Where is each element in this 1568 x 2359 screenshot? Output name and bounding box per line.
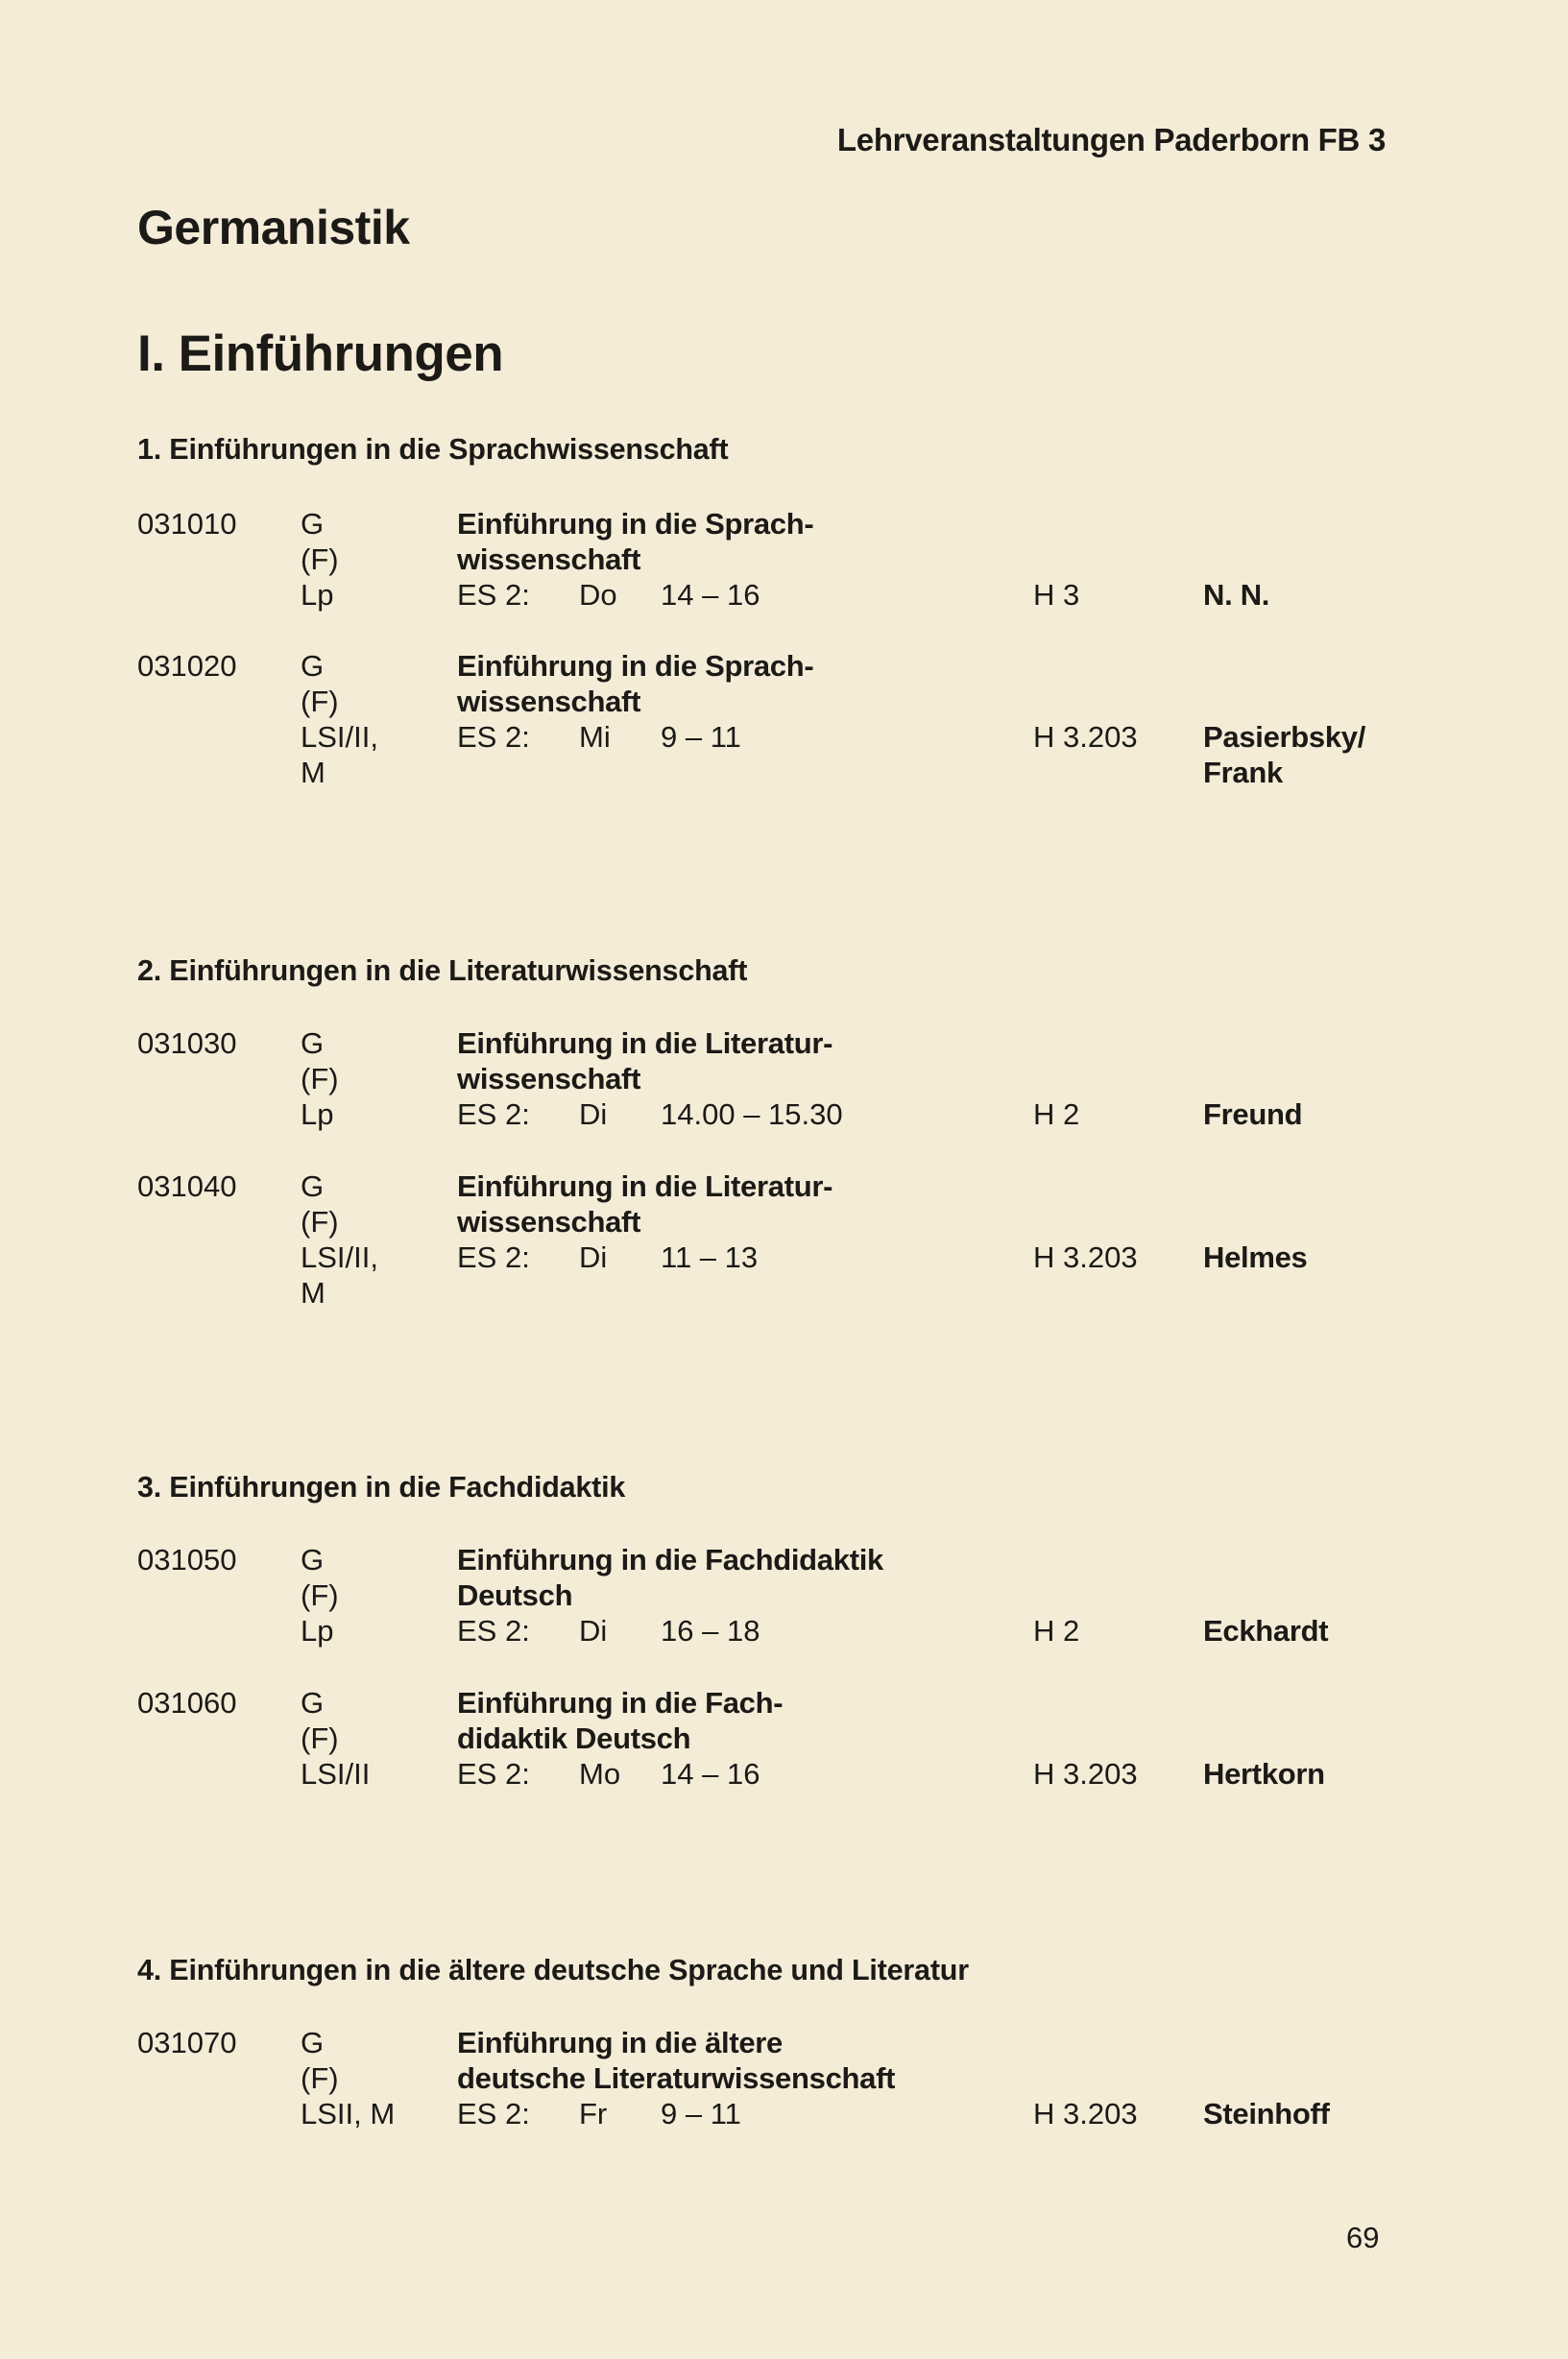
course-lecturer: Hertkorn bbox=[1203, 1757, 1325, 1791]
course-code: G bbox=[301, 1543, 325, 1577]
course-room: H 2 bbox=[1033, 1097, 1080, 1131]
course-code: M bbox=[301, 756, 326, 789]
course-code: G bbox=[301, 649, 325, 683]
course-time: 14.00 – 15.30 bbox=[661, 1097, 843, 1131]
department-title: Germanistik bbox=[137, 201, 410, 254]
course-entry bbox=[137, 1685, 1386, 1829]
course-code: G bbox=[301, 507, 325, 541]
course-code: (F) bbox=[301, 1721, 339, 1755]
course-lecturer: N. N. bbox=[1203, 578, 1270, 612]
part-title: I. Einführungen bbox=[137, 325, 504, 382]
course-title: Einführung in die ältere bbox=[457, 2026, 783, 2059]
course-title: Einführung in die Sprach- bbox=[457, 507, 814, 541]
course-number: 031050 bbox=[137, 1543, 237, 1577]
course-day: Di bbox=[579, 1240, 608, 1274]
course-code: (F) bbox=[301, 1578, 339, 1612]
course-time: 16 – 18 bbox=[661, 1614, 760, 1648]
section-title: 3. Einführungen in die Fachdidaktik bbox=[137, 1471, 626, 1504]
section-title: 2. Einführungen in die Literaturwissenschaft bbox=[137, 954, 748, 987]
course-code: (F) bbox=[301, 2061, 339, 2095]
course-title: Deutsch bbox=[457, 1578, 573, 1612]
course-hours: ES 2: bbox=[457, 2097, 530, 2130]
course-code: LSI/II, bbox=[301, 1240, 378, 1274]
course-room: H 3.203 bbox=[1033, 720, 1138, 754]
course-number: 031010 bbox=[137, 507, 237, 541]
course-time: 14 – 16 bbox=[661, 1757, 760, 1791]
course-title: wissenschaft bbox=[457, 1062, 641, 1095]
course-title: Einführung in die Fachdidaktik bbox=[457, 1543, 883, 1577]
course-room: H 3.203 bbox=[1033, 1240, 1138, 1274]
course-title: Einführung in die Literatur- bbox=[457, 1026, 833, 1060]
course-code: (F) bbox=[301, 1062, 339, 1095]
course-day: Di bbox=[579, 1614, 608, 1648]
course-title: Einführung in die Sprach- bbox=[457, 649, 814, 683]
course-room: H 3.203 bbox=[1033, 1757, 1138, 1791]
course-room: H 2 bbox=[1033, 1614, 1080, 1648]
course-code: G bbox=[301, 1026, 325, 1060]
course-title: Einführung in die Literatur- bbox=[457, 1169, 833, 1203]
course-code: LSII, M bbox=[301, 2097, 396, 2130]
course-hours: ES 2: bbox=[457, 1097, 530, 1131]
course-time: 11 – 13 bbox=[661, 1240, 759, 1274]
course-hours: ES 2: bbox=[457, 720, 530, 754]
course-number: 031060 bbox=[137, 1686, 237, 1720]
course-hours: ES 2: bbox=[457, 1757, 530, 1791]
course-time: 14 – 16 bbox=[661, 578, 760, 612]
course-code: Lp bbox=[301, 1097, 334, 1131]
course-lecturer: Pasierbsky/ bbox=[1203, 720, 1366, 754]
course-number: 031030 bbox=[137, 1026, 237, 1060]
course-lecturer: Helmes bbox=[1203, 1240, 1308, 1274]
course-code: (F) bbox=[301, 1205, 339, 1239]
course-title: wissenschaft bbox=[457, 685, 641, 718]
course-hours: ES 2: bbox=[457, 1240, 530, 1274]
course-title: wissenschaft bbox=[457, 1205, 641, 1239]
course-title: deutsche Literaturwissenschaft bbox=[457, 2061, 896, 2095]
course-day: Do bbox=[579, 578, 617, 612]
course-code: Lp bbox=[301, 1614, 334, 1648]
course-title: wissenschaft bbox=[457, 542, 641, 576]
running-head: Lehrveranstaltungen Paderborn FB 3 bbox=[836, 122, 1386, 157]
course-number: 031020 bbox=[137, 649, 237, 683]
course-code: (F) bbox=[301, 542, 339, 576]
course-room: H 3 bbox=[1033, 578, 1080, 612]
course-room: H 3.203 bbox=[1033, 2097, 1138, 2130]
course-day: Mo bbox=[579, 1757, 621, 1791]
course-entry bbox=[137, 1168, 1386, 1312]
course-hours: ES 2: bbox=[457, 578, 530, 612]
course-day: Fr bbox=[579, 2097, 608, 2130]
course-time: 9 – 11 bbox=[661, 2097, 741, 2130]
page-number: 69 bbox=[1346, 2221, 1380, 2254]
course-lecturer: Steinhoff bbox=[1203, 2097, 1330, 2130]
course-code: LSI/II, bbox=[301, 720, 378, 754]
course-lecturer: Freund bbox=[1203, 1097, 1303, 1131]
course-day: Mi bbox=[579, 720, 611, 754]
course-code: G bbox=[301, 1686, 325, 1720]
course-title: Einführung in die Fach- bbox=[457, 1686, 784, 1720]
section-title: 4. Einführungen in die ältere deutsche Sprache und Literatur bbox=[137, 1954, 969, 1986]
course-number: 031070 bbox=[137, 2026, 237, 2059]
course-hours: ES 2: bbox=[457, 1614, 530, 1648]
course-number: 031040 bbox=[137, 1169, 237, 1203]
course-code: G bbox=[301, 2026, 325, 2059]
course-entry bbox=[137, 2025, 1386, 2169]
course-code: Lp bbox=[301, 578, 334, 612]
section-title: 1. Einführungen in die Sprachwissenschaft bbox=[137, 433, 729, 466]
course-code: LSI/II bbox=[301, 1757, 371, 1791]
course-entry bbox=[137, 648, 1386, 792]
course-code: (F) bbox=[301, 685, 339, 718]
course-lecturer: Frank bbox=[1203, 756, 1283, 789]
course-entry bbox=[137, 1025, 1386, 1169]
course-title: didaktik Deutsch bbox=[457, 1721, 691, 1755]
course-day: Di bbox=[579, 1097, 608, 1131]
course-code: G bbox=[301, 1169, 325, 1203]
course-entry bbox=[137, 1542, 1386, 1686]
course-entry bbox=[137, 506, 1386, 650]
course-time: 9 – 11 bbox=[661, 720, 741, 754]
course-code: M bbox=[301, 1276, 326, 1310]
course-lecturer: Eckhardt bbox=[1203, 1614, 1329, 1648]
